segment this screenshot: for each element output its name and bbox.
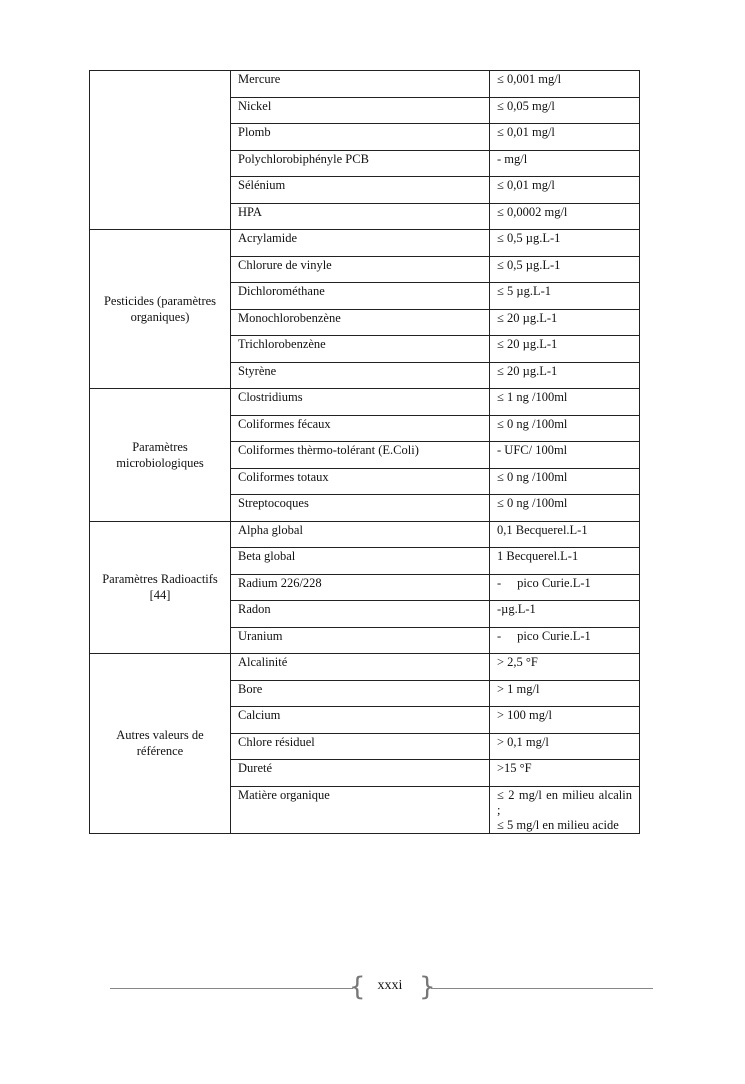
value-cell: ≤ 0 ng /100ml bbox=[490, 415, 640, 442]
param-cell: Uranium bbox=[231, 627, 490, 654]
value-cell: ≤ 0,01 mg/l bbox=[490, 177, 640, 204]
value-cell: ≤ 20 µg.L-1 bbox=[490, 362, 640, 389]
value-cell: ≤ 20 µg.L-1 bbox=[490, 309, 640, 336]
table-row bbox=[90, 521, 640, 548]
value-cell: ≤ 0,0002 mg/l bbox=[490, 203, 640, 230]
param-cell: Monochlorobenzène bbox=[231, 309, 490, 336]
value-cell: ≤ 1 ng /100ml bbox=[490, 389, 640, 416]
table-row bbox=[90, 230, 640, 257]
param-cell: Clostridiums bbox=[231, 389, 490, 416]
footer-rule-right bbox=[431, 988, 653, 989]
param-cell: Radium 226/228 bbox=[231, 574, 490, 601]
table-row bbox=[90, 654, 640, 681]
value-text: pico Curie.L-1 bbox=[517, 628, 591, 643]
value-cell: ≤ 0,01 mg/l bbox=[490, 124, 640, 151]
param-cell: Chlorure de vinyle bbox=[231, 256, 490, 283]
group-cell-pesticides: Pesticides (paramètres organiques) bbox=[90, 230, 231, 389]
group-cell-radioactive: Paramètres Radioactifs [44] bbox=[90, 521, 231, 654]
value-cell: > 0,1 mg/l bbox=[490, 733, 640, 760]
group-cell-microbiological: Paramètres microbiologiques bbox=[90, 389, 231, 522]
value-cell bbox=[490, 627, 640, 654]
param-cell: Coliformes thèrmo-tolérant (E.Coli) bbox=[231, 442, 490, 469]
page-number: xxxi bbox=[377, 978, 403, 993]
value-cell bbox=[490, 786, 640, 833]
param-cell: Bore bbox=[231, 680, 490, 707]
value-cell: ≤ 5 µg.L-1 bbox=[490, 283, 640, 310]
group-cell-other-reference: Autres valeurs de référence bbox=[90, 654, 231, 834]
table-row bbox=[90, 389, 640, 416]
group-cell-metals bbox=[90, 71, 231, 230]
param-cell: Styrène bbox=[231, 362, 490, 389]
left-brace-icon: { bbox=[349, 972, 366, 1002]
parameters-table bbox=[89, 70, 640, 834]
param-cell: Polychlorobiphényle PCB bbox=[231, 150, 490, 177]
list-dash: - bbox=[497, 575, 502, 590]
value-cell: >15 °F bbox=[490, 760, 640, 787]
parameters-table-body bbox=[90, 71, 640, 834]
list-dash: - bbox=[497, 628, 502, 643]
param-cell: Matière organique bbox=[231, 786, 490, 833]
param-cell: Coliformes totaux bbox=[231, 468, 490, 495]
param-cell: Beta global bbox=[231, 548, 490, 575]
footer-rule-left bbox=[110, 988, 353, 989]
param-cell: Dureté bbox=[231, 760, 490, 787]
table-row bbox=[90, 71, 640, 98]
param-cell: Streptocoques bbox=[231, 495, 490, 522]
value-cell: > 100 mg/l bbox=[490, 707, 640, 734]
param-cell: Trichlorobenzène bbox=[231, 336, 490, 363]
param-cell: Alcalinité bbox=[231, 654, 490, 681]
param-cell: Mercure bbox=[231, 71, 490, 98]
value-cell: ≤ 20 µg.L-1 bbox=[490, 336, 640, 363]
value-cell: 1 Becquerel.L-1 bbox=[490, 548, 640, 575]
param-cell: Acrylamide bbox=[231, 230, 490, 257]
page-footer bbox=[0, 972, 745, 1004]
value-cell: ≤ 0,5 µg.L-1 bbox=[490, 256, 640, 283]
value-cell: > 2,5 °F bbox=[490, 654, 640, 681]
value-line-2: ≤ 5 mg/l en milieu acide bbox=[497, 817, 619, 832]
param-cell: Chlore résiduel bbox=[231, 733, 490, 760]
value-cell: ≤ 0,05 mg/l bbox=[490, 97, 640, 124]
param-cell: Radon bbox=[231, 601, 490, 628]
param-cell: HPA bbox=[231, 203, 490, 230]
value-text: pico Curie.L-1 bbox=[517, 575, 591, 590]
value-line-1: ≤ 2 mg/l en milieu alcalin ; bbox=[497, 787, 632, 817]
value-cell: ≤ 0 ng /100ml bbox=[490, 468, 640, 495]
param-cell: Coliformes fécaux bbox=[231, 415, 490, 442]
value-cell: ≤ 0,5 µg.L-1 bbox=[490, 230, 640, 257]
param-cell: Alpha global bbox=[231, 521, 490, 548]
value-cell: -µg.L-1 bbox=[490, 601, 640, 628]
param-cell: Dichlorométhane bbox=[231, 283, 490, 310]
param-cell: Sélénium bbox=[231, 177, 490, 204]
param-cell: Nickel bbox=[231, 97, 490, 124]
value-cell bbox=[490, 574, 640, 601]
right-brace-icon: } bbox=[419, 972, 436, 1002]
value-cell: ≤ 0 ng /100ml bbox=[490, 495, 640, 522]
value-cell: ≤ 0,001 mg/l bbox=[490, 71, 640, 98]
value-cell: - UFC/ 100ml bbox=[490, 442, 640, 469]
value-cell: 0,1 Becquerel.L-1 bbox=[490, 521, 640, 548]
param-cell: Plomb bbox=[231, 124, 490, 151]
value-cell: - mg/l bbox=[490, 150, 640, 177]
param-cell: Calcium bbox=[231, 707, 490, 734]
value-cell: > 1 mg/l bbox=[490, 680, 640, 707]
